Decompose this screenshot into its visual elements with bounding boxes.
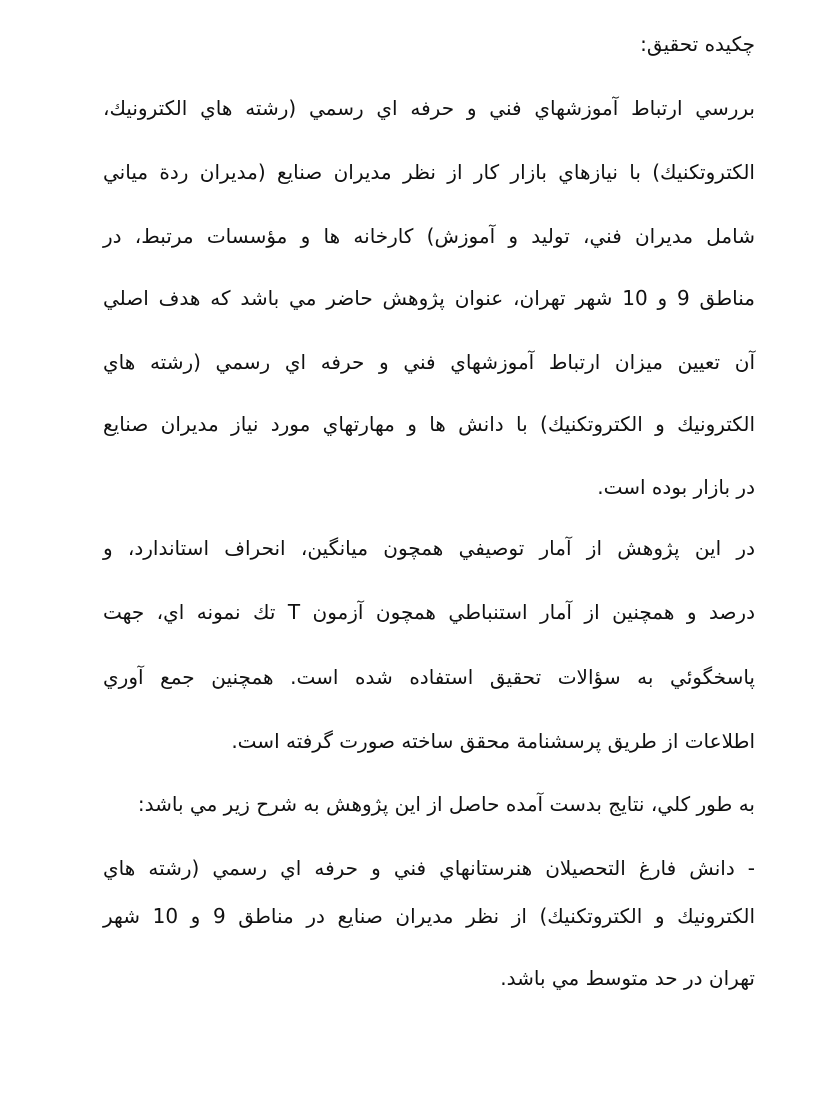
text-line: به طور كلي، نتايج بدست آمده حاصل از اين پژوهش به شرح زير مي باشد: [137, 792, 755, 816]
text-line: شامل مديران فني، توليد و آموزش) كارخانه ها و مؤسسات مرتبط، در [103, 224, 755, 248]
text-line: مناطق 9 و 10 شهر تهران، عنوان پژوهش حاضر مي باشد كه هدف اصلي [103, 286, 755, 310]
text-line: الكترونيك و الكتروتكنيك) از نظر مديران صنايع در مناطق 9 و 10 شهر [103, 904, 756, 928]
abstract-title: چکيده تحقيق: [640, 32, 755, 56]
text-line: الكتروتكنيك) با نيازهاي بازار كار از نظر مديران صنايع (مديران ردة مياني [103, 160, 755, 184]
text-line: پاسخگوئي به سؤالات تحقيق استفاده شده است. همچنين جمع آوري [103, 665, 755, 689]
text-line: در اين پژوهش از آمار توصيفي همچون ميانگين، انحراف استاندارد، و [103, 536, 755, 560]
text-line: الكترونيك و الكتروتكنيك) با دانش ها و مهارتهاي مورد نياز مديران صنايع [103, 412, 755, 436]
text-line: در بازار بوده است. [597, 475, 755, 499]
text-line: آن تعيين ميزان ارتباط آموزشهاي فني و حرفه اي رسمي (رشته هاي [103, 350, 755, 374]
text-line: تهران در حد متوسط مي باشد. [500, 966, 755, 990]
text-line: اطلاعات از طريق پرسشنامة محقق ساخته صورت گرفته است. [231, 729, 755, 753]
text-line: بررسي ارتباط آموزشهاي فني و حرفه اي رسمي (رشته هاي الكترونيك، [103, 96, 755, 120]
text-line: درصد و همچنين از آمار استنباطي همچون آزمون T تك نمونه اي، جهت [103, 600, 755, 624]
text-line: - دانش فارغ التحصيلان هنرستانهاي فني و حرفه اي رسمي (رشته هاي [103, 856, 755, 880]
